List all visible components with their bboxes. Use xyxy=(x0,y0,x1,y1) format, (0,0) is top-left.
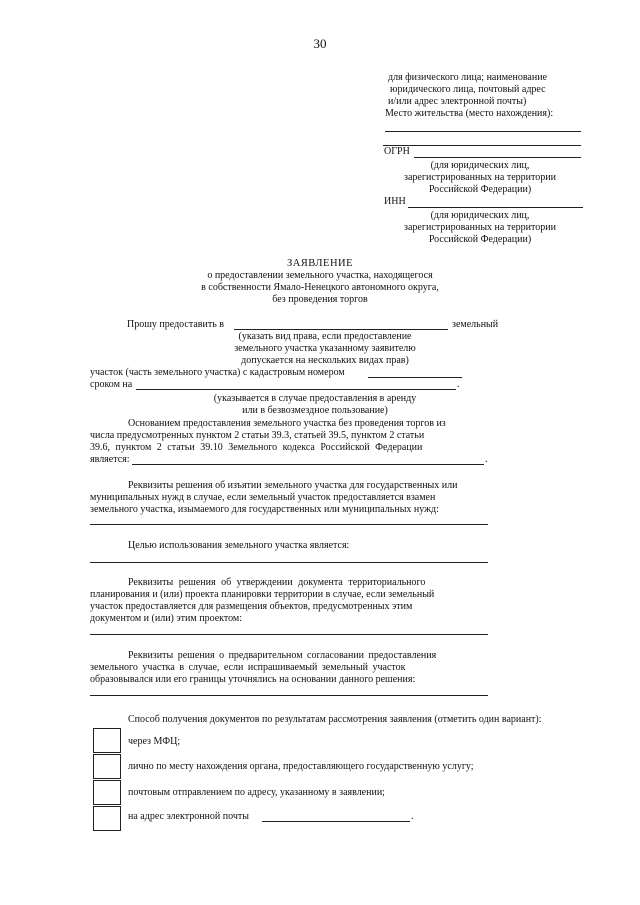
address-line xyxy=(385,131,581,132)
term-label: сроком на xyxy=(90,379,133,390)
inn-line xyxy=(408,207,583,208)
inn-note: зарегистрированных на территории xyxy=(404,222,556,233)
seizure-line: муниципальных нужд в случае, если земельный участок предоставляется взамен xyxy=(90,492,436,503)
purpose-blank xyxy=(90,562,488,563)
planning-line: документом и (или) этим проектом: xyxy=(90,613,243,624)
option-email: на адрес электронной почты xyxy=(128,811,249,822)
subtitle-line: о предоставлении земельного участка, находящегося xyxy=(207,270,433,281)
request-end: земельный xyxy=(452,319,499,330)
inn-note: (для юридических лиц, xyxy=(430,210,530,221)
seizure-blank xyxy=(90,524,488,525)
basis-line-blank xyxy=(132,464,484,465)
ogrn-note: зарегистрированных на территории xyxy=(404,172,556,183)
planning-line: планирования и (или) проекта планировки территории в случае, если земельный xyxy=(90,589,435,600)
approval-line: земельного участка в случае, если испрашиваемый земельный участок xyxy=(90,662,406,673)
basis-line: числа предусмотренных пунктом 2 статьи 39.3, статьей 39.5, пунктом 2 статьи xyxy=(90,430,425,441)
planning-line: Реквизиты решения об утверждении документа территориального xyxy=(128,577,426,588)
option-checkbox-personal[interactable] xyxy=(93,754,121,779)
header-line: и/или адрес электронной почты) xyxy=(388,96,527,107)
option-checkbox-mfc[interactable] xyxy=(93,728,121,753)
seizure-line: Реквизиты решения об изъятии земельного участка для государственных или xyxy=(128,480,458,491)
inn-note: Российской Федерации) xyxy=(428,234,532,245)
option-post: почтовым отправлением по адресу, указанному в заявлении; xyxy=(128,787,385,798)
inn-label: ИНН xyxy=(384,196,406,207)
basis-last: является: xyxy=(90,454,130,465)
page-number: 30 xyxy=(313,36,327,51)
request-start: Прошу предоставить в xyxy=(127,319,225,330)
ogrn-line xyxy=(414,157,581,158)
request-note: допускается на нескольких видах прав) xyxy=(241,355,409,366)
option-personal: лично по месту нахождения органа, предоставляющего государственную услугу; xyxy=(128,761,474,772)
option-checkbox-post[interactable] xyxy=(93,780,121,805)
term-note: (указывается в случае предоставления в аренду xyxy=(213,393,417,404)
email-blank xyxy=(262,821,410,822)
approval-line: Реквизиты решения о предварительном согласовании предоставления xyxy=(128,650,437,661)
request-note: земельного участка указанному заявителю xyxy=(234,343,416,354)
header-line: Место жительства (место нахождения): xyxy=(385,108,554,119)
seizure-line: земельного участка, изымаемого для государственных или муниципальных нужд: xyxy=(90,504,439,515)
cadastral-label: участок (часть земельного участка) с кадастровым номером xyxy=(90,367,345,378)
basis-line: Основанием предоставления земельного участка без проведения торгов из xyxy=(128,418,446,429)
basis-line: 39.6, пунктом 2 статьи 39.10 Земельного кодекса Российской Федерации xyxy=(90,442,423,453)
purpose-label: Целью использования земельного участка является: xyxy=(128,540,350,551)
subtitle-line: без проведения торгов xyxy=(272,294,368,305)
method-heading: Способ получения документов по результатам рассмотрения заявления (отметить один вариант): xyxy=(128,714,542,725)
address-line xyxy=(383,145,581,146)
approval-line: образовывался или его границы уточнялись на основании данного решения: xyxy=(90,674,416,685)
ogrn-note: (для юридических лиц, xyxy=(430,160,530,171)
planning-line: участок предоставляется для размещения объектов, предусмотренных этим xyxy=(90,601,413,612)
ogrn-note: Российской Федерации) xyxy=(428,184,532,195)
option-checkbox-email[interactable] xyxy=(93,806,121,831)
header-line: для физического лица; наименование xyxy=(388,72,548,83)
term-note: или в безвозмездное пользование) xyxy=(242,405,388,416)
request-note: (указать вид права, если предоставление xyxy=(238,331,412,342)
header-line: юридического лица, почтовый адрес xyxy=(390,84,546,95)
planning-blank xyxy=(90,634,488,635)
term-line xyxy=(136,389,456,390)
document-title: ЗАЯВЛЕНИЕ xyxy=(286,258,354,269)
subtitle-line: в собственности Ямало-Ненецкого автономного округа, xyxy=(201,282,439,293)
right-type-line xyxy=(234,329,448,330)
option-mfc: через МФЦ; xyxy=(128,736,181,747)
ogrn-label: ОГРН xyxy=(384,146,410,157)
cadastral-line xyxy=(368,377,462,378)
document-page: 30 для физического лица; наименование юридического лица, почтовый адрес и/или адрес электронной почты) Место жительства (место нахождения): ОГРН (для юридических лиц, зарегистрированных на территории Российской Федерации) ИНН (для юридических лиц, зарегистрированных на территории Российской Федерации) ЗАЯВЛЕНИЕ о предоставлении земельного участка, находящегося в собственности Ямало-Ненецкого автономного округа, без проведения торгов Прошу предоставить в земельный (указать вид права, если предоставление земельного участка указанному заявителю допускается на нескольких видах прав) участок (часть земельного участка) с кадастровым номером сроком на . (указывается в случае предоставления в аренду или в безвозмездное пользование) Основанием предоставления земельного участка без проведения торгов из числа предусмотренных пунктом 2 статьи 39.3, статьей 39.5, пунктом 2 статьи 39.6, пунктом 2 статьи 39.10 Земельного кодекса Российской Федерации является: . Реквизиты решения об изъятии земельного участка для государственных или муниципальных нужд в случае, если земельный участок предоставляется взамен земельного участка, изымаемого для государственных или муниципальных нужд: Целью использования земельного участка является: Реквизиты решения об утверждении документа территориального планирования и (или) проекта планировки территории в случае, если земельный участок предоставляется для размещения объектов, предусмотренных этим документом и (или) этим проектом: Реквизиты решения о предварительном согласовании предоставления земельного участка в случае, если испрашиваемый земельный участок образовывался или его границы уточнялись на основании данного решения: Способ получения документов по результатам рассмотрения заявления (отметить один вариант): через МФЦ; лично по месту нахождения органа, предоставляющего государственную услугу; почтовым отправлением по адресу, указанному в заявлении; на адрес электронной почты . xyxy=(0,0,640,905)
approval-blank xyxy=(90,695,488,696)
